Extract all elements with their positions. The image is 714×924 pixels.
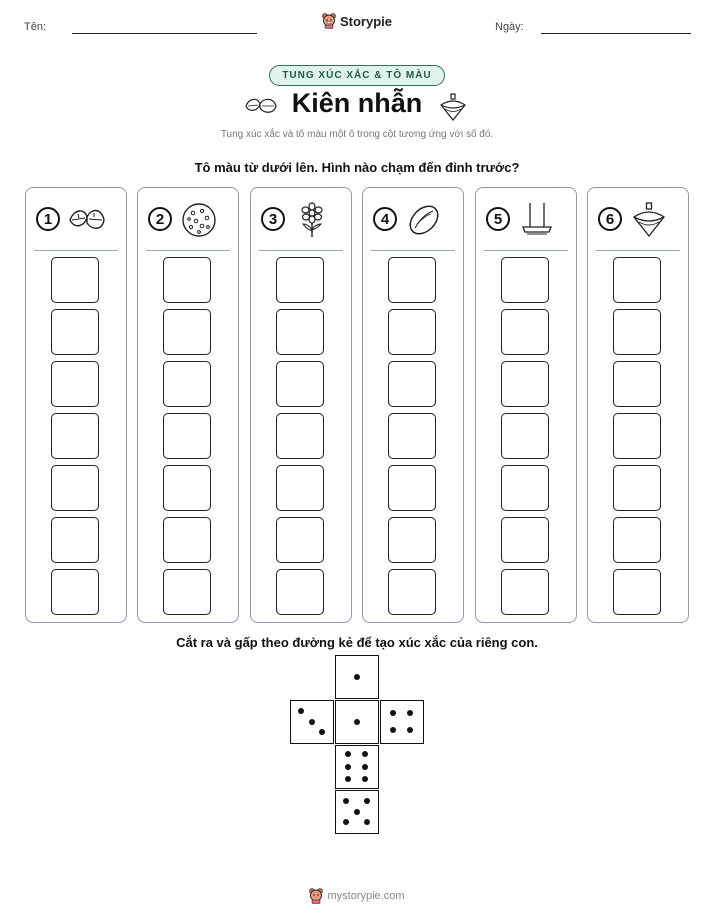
color-cell[interactable]	[388, 413, 436, 459]
page-title: Kiên nhẫn	[291, 88, 423, 118]
swing-icon	[518, 201, 556, 239]
dice-pip	[364, 798, 370, 804]
seed-icon	[405, 201, 443, 239]
brand-name: Storypie	[339, 13, 392, 29]
color-cell[interactable]	[163, 257, 211, 303]
color-cell[interactable]	[163, 517, 211, 563]
color-cell[interactable]	[388, 257, 436, 303]
subtitle: Tung xúc xắc và tô màu một ô trong cột tương ứng với số đó.	[220, 129, 494, 140]
column-4	[362, 187, 464, 623]
dice-net	[290, 655, 424, 835]
dice-pip	[390, 710, 396, 716]
column-header	[138, 188, 238, 252]
column-header	[363, 188, 463, 252]
column-number: 6	[598, 207, 622, 231]
dice-pip	[319, 729, 325, 735]
dice-face-6	[335, 745, 379, 789]
color-cell[interactable]	[163, 309, 211, 355]
color-cell[interactable]	[276, 361, 324, 407]
color-cell[interactable]	[276, 309, 324, 355]
dice-face-1	[335, 655, 379, 699]
color-cell[interactable]	[163, 465, 211, 511]
column-header	[251, 188, 351, 252]
color-cell[interactable]	[501, 465, 549, 511]
instruction-bottom: Cắt ra và gấp theo đường kẻ để tạo xúc xắc của riêng con.	[176, 635, 538, 650]
color-cell[interactable]	[613, 257, 661, 303]
color-cell[interactable]	[276, 517, 324, 563]
flower-icon	[293, 201, 331, 239]
dice-pip	[362, 751, 368, 757]
color-cell[interactable]	[51, 257, 99, 303]
column-1	[25, 187, 127, 623]
column-divider	[596, 250, 680, 251]
color-cell[interactable]	[613, 361, 661, 407]
dice-pip	[345, 751, 351, 757]
color-cell[interactable]	[276, 465, 324, 511]
column-number: 2	[148, 207, 172, 231]
footer	[0, 888, 714, 904]
dice-pip	[343, 819, 349, 825]
date-line	[541, 33, 691, 34]
color-cell[interactable]	[501, 257, 549, 303]
column-2	[137, 187, 239, 623]
column-divider	[484, 250, 568, 251]
color-cell[interactable]	[501, 517, 549, 563]
color-cell[interactable]	[613, 465, 661, 511]
column-divider	[146, 250, 230, 251]
footer-url: mystorypie.com	[327, 890, 405, 902]
color-cell[interactable]	[163, 569, 211, 615]
date-label: Ngày:	[495, 21, 524, 33]
dice-pip	[354, 719, 360, 725]
dice-pip	[407, 710, 413, 716]
column-number: 4	[373, 207, 397, 231]
dice-pip	[354, 674, 360, 680]
dice-pip	[345, 776, 351, 782]
dice-pip	[362, 776, 368, 782]
dice-pip	[362, 764, 368, 770]
dice-pip	[364, 819, 370, 825]
spinning-top-icon	[630, 201, 668, 239]
color-cell[interactable]	[51, 309, 99, 355]
color-cell[interactable]	[501, 569, 549, 615]
dice-face-4	[380, 700, 424, 744]
color-cell[interactable]	[51, 361, 99, 407]
color-cell[interactable]	[388, 517, 436, 563]
column-header	[588, 188, 688, 252]
color-cell[interactable]	[51, 517, 99, 563]
spinning-top-icon	[438, 92, 468, 122]
column-header	[476, 188, 576, 252]
color-cell[interactable]	[51, 465, 99, 511]
activity-badge: TUNG XÚC XẮC & TÔ MÀU	[0, 65, 714, 86]
column-6	[587, 187, 689, 623]
color-cell[interactable]	[501, 309, 549, 355]
cookie-icon	[180, 201, 218, 239]
column-header	[26, 188, 126, 252]
dice-pip	[309, 719, 315, 725]
color-cell[interactable]	[388, 361, 436, 407]
color-cell[interactable]	[501, 413, 549, 459]
color-cell[interactable]	[163, 413, 211, 459]
color-cell[interactable]	[388, 309, 436, 355]
column-number: 1	[36, 207, 60, 231]
color-cell[interactable]	[163, 361, 211, 407]
bear-icon	[322, 13, 336, 29]
name-line	[72, 33, 257, 34]
color-cell[interactable]	[613, 569, 661, 615]
color-cell[interactable]	[51, 569, 99, 615]
color-cell[interactable]	[51, 413, 99, 459]
color-cell[interactable]	[388, 569, 436, 615]
brand-logo	[0, 13, 714, 29]
leaf-icon	[68, 201, 106, 239]
column-number: 5	[486, 207, 510, 231]
name-label: Tên:	[24, 21, 47, 33]
color-cell[interactable]	[276, 569, 324, 615]
column-divider	[34, 250, 118, 251]
column-number: 3	[261, 207, 285, 231]
column-5	[475, 187, 577, 623]
bear-icon	[309, 888, 323, 904]
dice-face-3	[290, 700, 334, 744]
dice-pip	[345, 764, 351, 770]
dice-face-1	[335, 700, 379, 744]
color-cell[interactable]	[276, 257, 324, 303]
instruction-top: Tô màu từ dưới lên. Hình nào chạm đến đỉnh trước?	[194, 160, 520, 175]
color-cell[interactable]	[276, 413, 324, 459]
dice-pip	[343, 798, 349, 804]
color-cell[interactable]	[613, 309, 661, 355]
column-divider	[371, 250, 455, 251]
dice-pip	[354, 809, 360, 815]
color-cell[interactable]	[388, 465, 436, 511]
column-3	[250, 187, 352, 623]
dice-pip	[390, 727, 396, 733]
color-cell[interactable]	[501, 361, 549, 407]
dice-face-5	[335, 790, 379, 834]
color-cell[interactable]	[613, 413, 661, 459]
column-divider	[259, 250, 343, 251]
dice-pip	[298, 708, 304, 714]
color-cell[interactable]	[613, 517, 661, 563]
dice-pip	[407, 727, 413, 733]
